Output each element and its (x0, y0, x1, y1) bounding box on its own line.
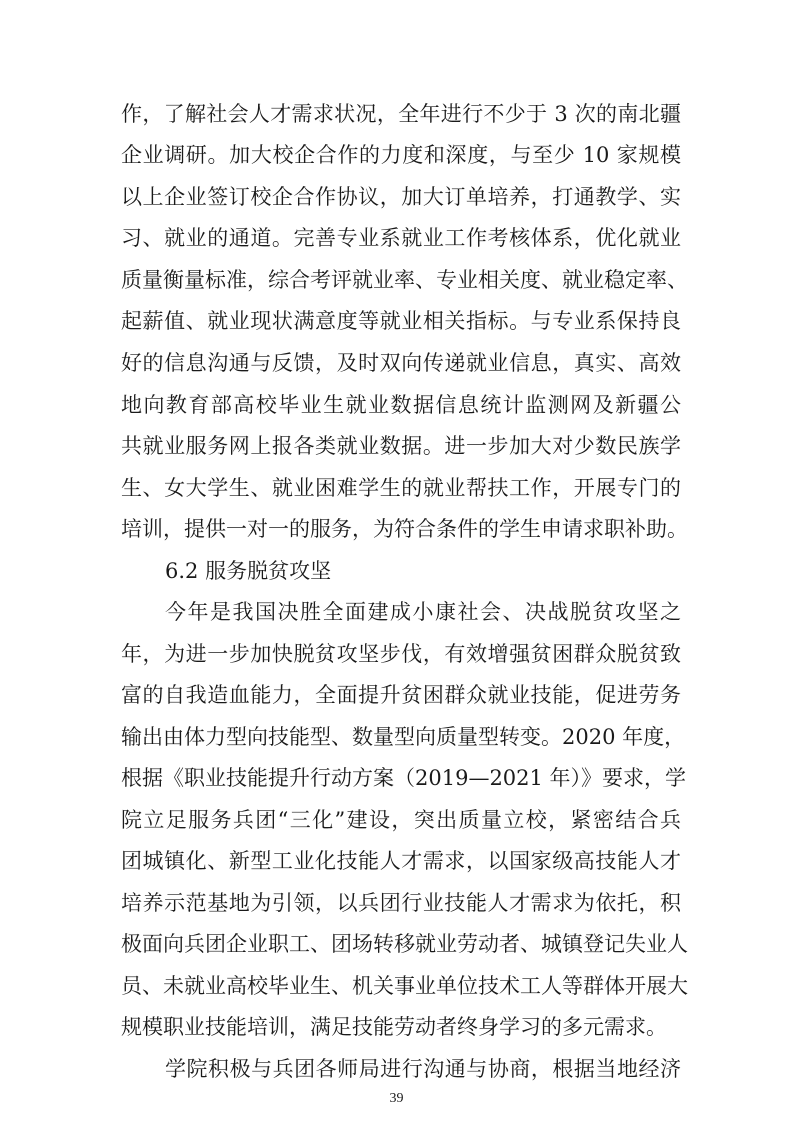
text-line: 学院积极与兵团各师局进行沟通与协商，根据当地经济 (165, 1057, 681, 1081)
text-line: 极面向兵团企业职工、团场转移就业劳动者、城镇登记失业人 (121, 932, 688, 956)
section-heading: 6.2 服务脱贫攻坚 (165, 559, 332, 583)
text-line: 习、就业的通道。完善专业系就业工作考核体系，优化就业 (121, 226, 681, 250)
text-line: 输出由体力型向技能型、数量型向质量型转变。2020 年度， (121, 725, 686, 749)
text-line: 地向教育部高校毕业生就业数据信息统计监测网及新疆公 (121, 393, 681, 417)
text-line: 年，为进一步加快脱贫攻坚步伐，有效增强贫困群众脱贫致 (121, 642, 681, 666)
text-line: 根据《职业技能提升行动方案（2019—2021 年）》要求，学 (121, 766, 687, 790)
text-line: 好的信息沟通与反馈，及时双向传递就业信息，真实、高效 (121, 351, 681, 375)
text-line: 规模职业技能培训，满足技能劳动者终身学习的多元需求。 (121, 1015, 667, 1039)
text-line: 作，了解社会人才需求状况，全年进行不少于 3 次的南北疆 (121, 102, 681, 126)
text-line: 培养示范基地为引领，以兵团行业技能人才需求为依托，积 (121, 891, 681, 915)
text-line: 院立足服务兵团“三化”建设，突出质量立校，紧密结合兵 (121, 808, 681, 832)
text-line: 以上企业签订校企合作协议，加大订单培养，打通教学、实 (121, 185, 681, 209)
text-line: 共就业服务网上报各类就业数据。进一步加大对少数民族学 (121, 434, 681, 458)
text-line: 团城镇化、新型工业化技能人才需求，以国家级高技能人才 (121, 849, 681, 873)
text-line: 培训，提供一对一的服务，为符合条件的学生申请求职补助。 (121, 517, 688, 541)
page-number: 39 (389, 1091, 404, 1106)
text-line: 企业调研。加大校企合作的力度和深度，与至少 10 家规模 (121, 143, 681, 167)
text-line: 今年是我国决胜全面建成小康社会、决战脱贫攻坚之 (165, 600, 681, 624)
text-line: 起薪值、就业现状满意度等就业相关指标。与专业系保持良 (121, 309, 681, 333)
text-line: 富的自我造血能力，全面提升贫困群众就业技能，促进劳务 (121, 683, 681, 707)
text-line: 员、未就业高校毕业生、机关事业单位技术工人等群体开展大 (121, 974, 688, 998)
text-line: 质量衡量标准，综合考评就业率、专业相关度、就业稳定率、 (121, 268, 688, 292)
text-line: 生、女大学生、就业困难学生的就业帮扶工作，开展专门的 (121, 476, 681, 500)
